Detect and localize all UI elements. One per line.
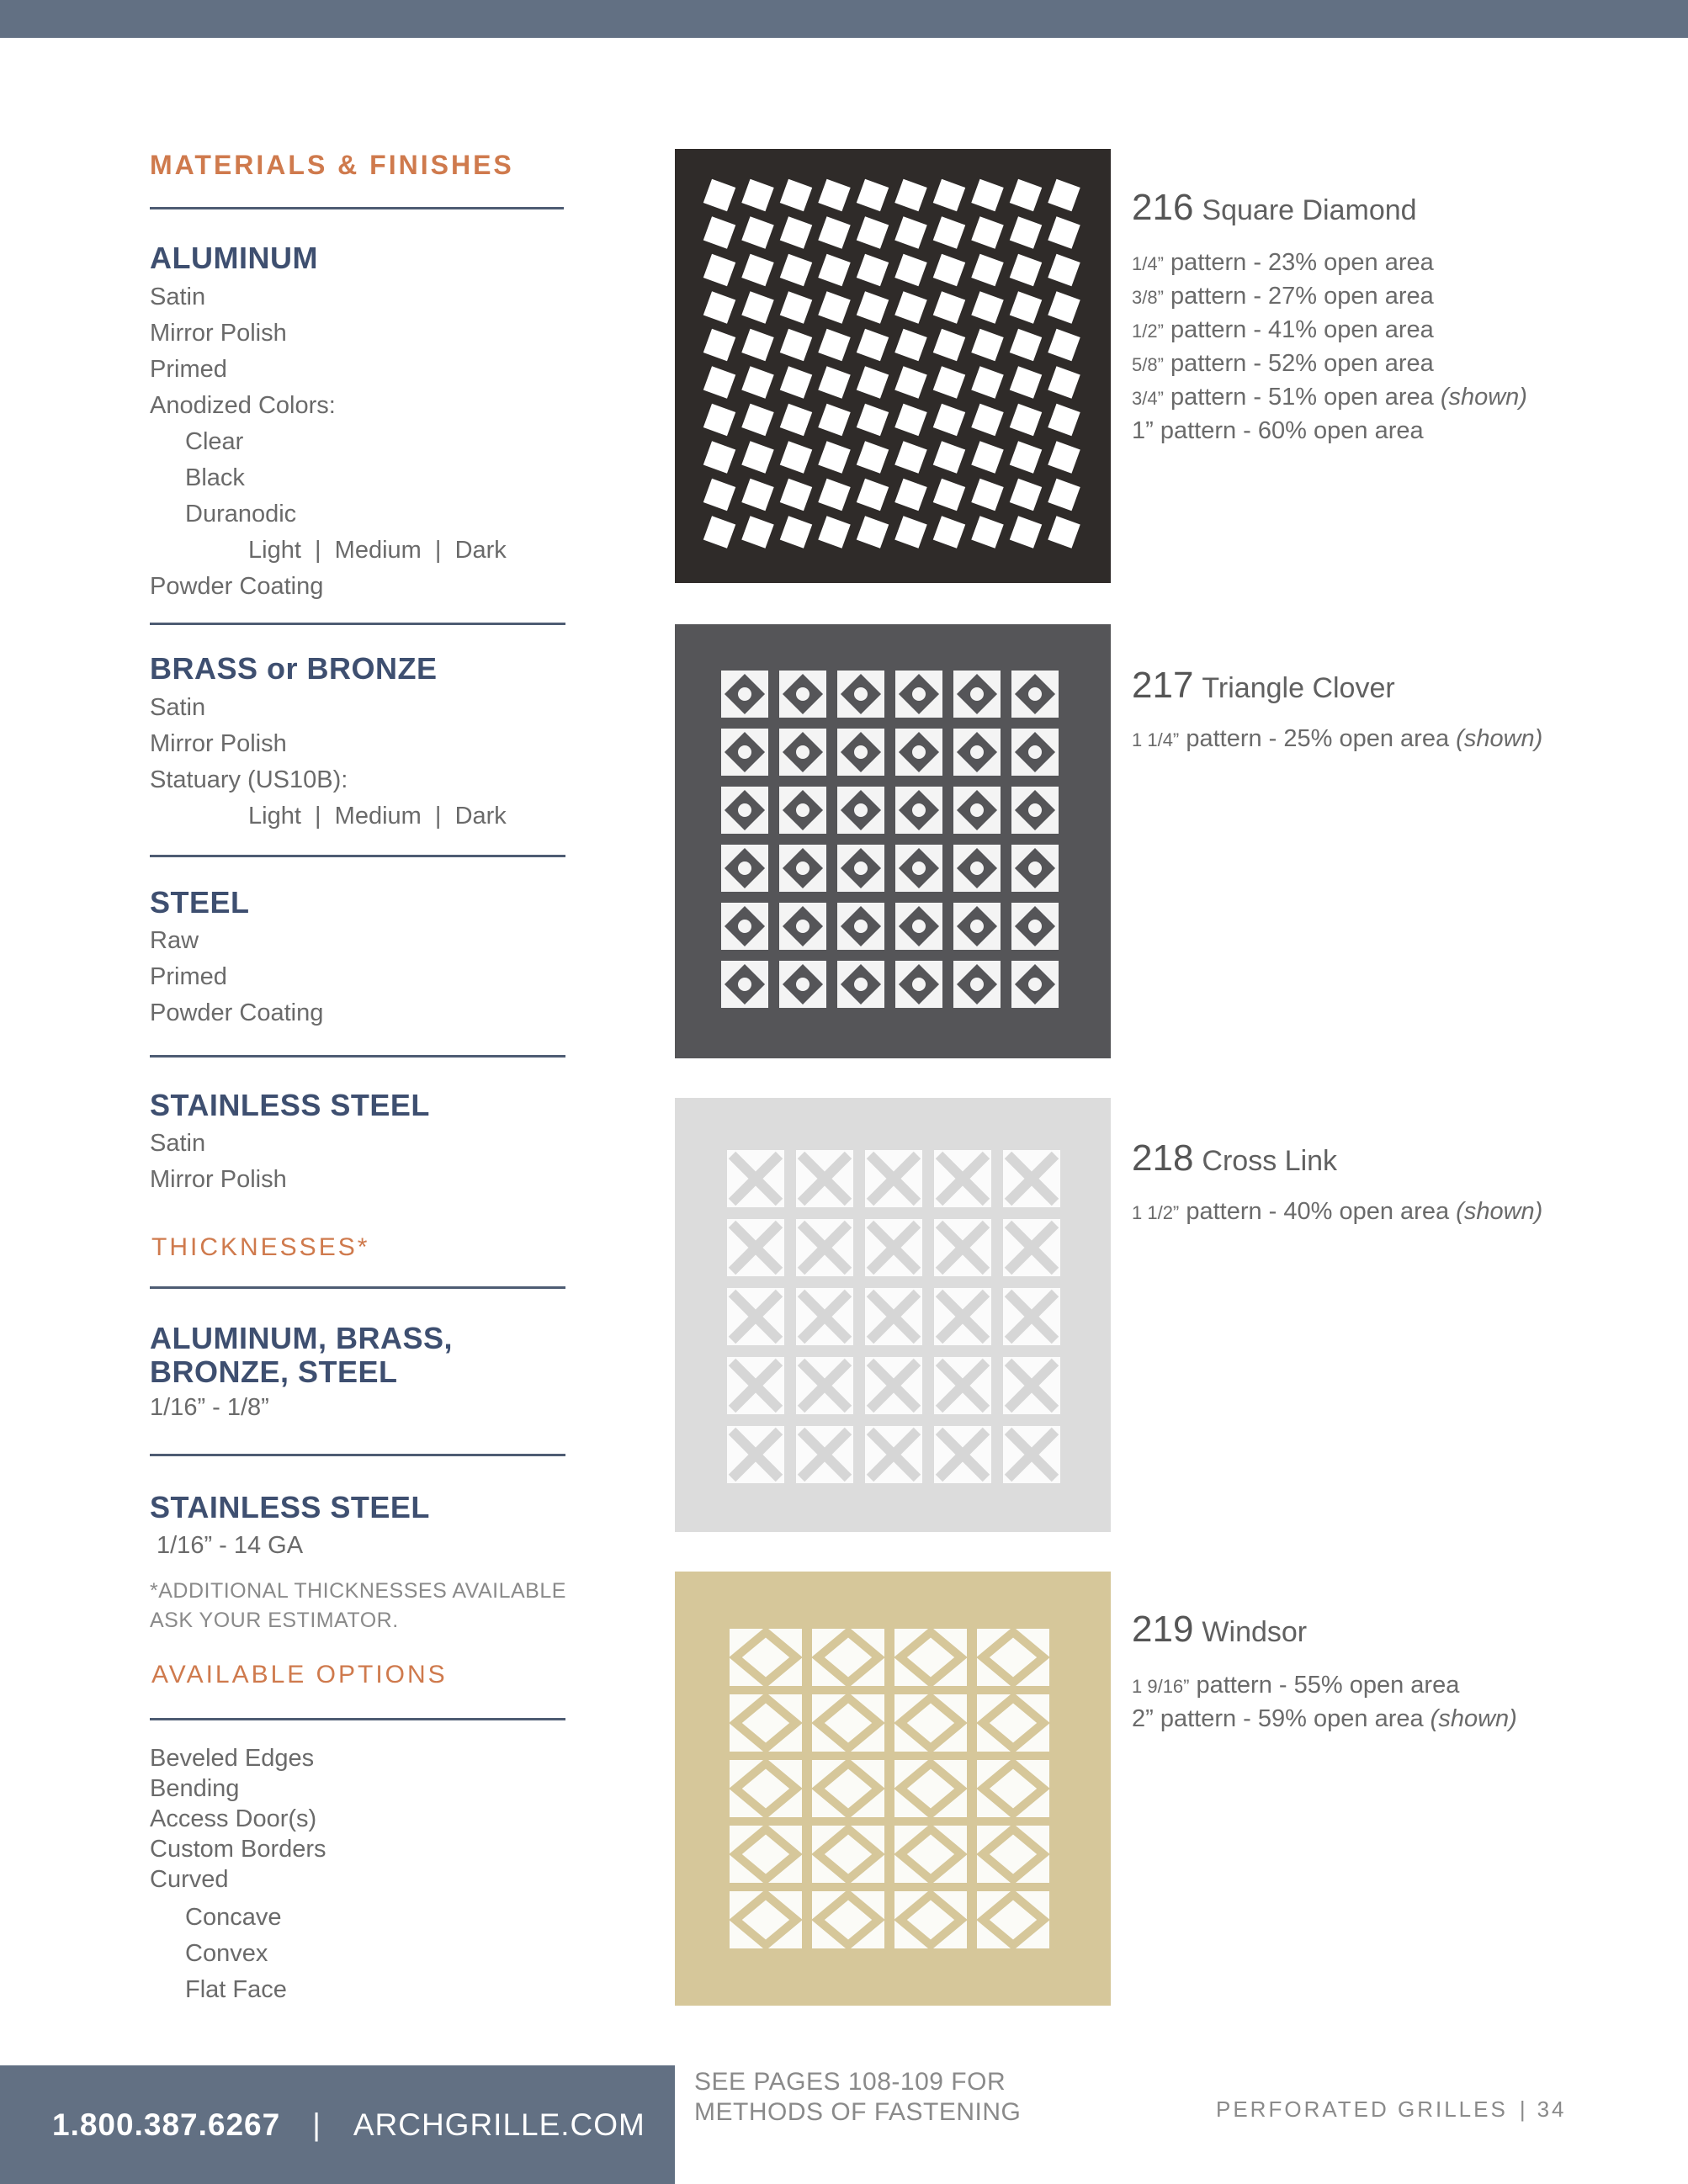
product-218-title: 218 Cross Link	[1132, 1137, 1338, 1179]
list-item: Satin	[150, 694, 206, 721]
thickness-group2-title: STAINLESS STEEL	[150, 1490, 430, 1524]
list-item: Convex	[185, 1940, 268, 1967]
center-hole	[912, 745, 926, 759]
pattern-line: 1 1/2” pattern - 40% open area (shown)	[1132, 1198, 1543, 1225]
list-item: Clear	[185, 428, 244, 455]
center-hole	[796, 803, 809, 817]
center-hole	[854, 920, 868, 933]
list-item: Powder Coating	[150, 999, 324, 1026]
center-hole	[970, 745, 984, 759]
center-hole	[1028, 920, 1042, 933]
center-hole	[1028, 803, 1042, 817]
thickness-group1-title: ALUMINUM, BRASS, BRONZE, STEEL	[150, 1321, 453, 1389]
center-hole	[738, 745, 751, 759]
divider	[150, 1718, 565, 1720]
center-hole	[738, 803, 751, 817]
list-item: Bending	[150, 1775, 240, 1802]
brass-finish-list	[150, 690, 507, 835]
thickness-group1-value: 1/16” - 1/8”	[150, 1394, 269, 1421]
list-item: Raw	[150, 927, 199, 954]
product-216-patterns	[1132, 246, 1527, 448]
pattern-line: 1 9/16” pattern - 55% open area	[1132, 1672, 1460, 1699]
list-item: Mirror Polish	[150, 1166, 287, 1193]
pattern-line: 1/2” pattern - 41% open area	[1132, 316, 1434, 343]
center-hole	[854, 978, 868, 991]
list-item: Access Door(s)	[150, 1805, 317, 1832]
list-item: Satin	[150, 284, 206, 310]
center-hole	[738, 861, 751, 875]
list-item: Flat Face	[185, 1976, 287, 2003]
list-item: Anodized Colors:	[150, 392, 336, 419]
options-heading: AVAILABLE OPTIONS	[151, 1661, 448, 1688]
center-hole	[970, 920, 984, 933]
list-item: Beveled Edges	[150, 1745, 315, 1772]
steel-title: STEEL	[150, 885, 250, 920]
center-hole	[912, 920, 926, 933]
center-hole	[970, 861, 984, 875]
windsor-grille-image	[675, 1572, 1111, 2006]
center-hole	[796, 745, 809, 759]
list-item: Primed	[150, 963, 227, 990]
shade-options: Light | Medium | Dark	[248, 803, 507, 830]
thicknesses-heading: THICKNESSES*	[151, 1233, 370, 1261]
center-hole	[912, 978, 926, 991]
pattern-line: 3/8” pattern - 27% open area	[1132, 283, 1434, 310]
website-link[interactable]: ARCHGRILLE.COM	[353, 2107, 645, 2142]
center-hole	[796, 687, 809, 701]
divider	[150, 1055, 565, 1058]
section-name: PERFORATED GRILLES	[1216, 2097, 1508, 2122]
list-item: Black	[185, 464, 245, 491]
center-hole	[854, 861, 868, 875]
cross-link-grille-image	[675, 1098, 1111, 1532]
center-hole	[912, 861, 926, 875]
brass-title: BRASS or BRONZE	[150, 651, 438, 686]
stainless-finish-list	[150, 1126, 287, 1198]
curved-options-list	[150, 1900, 287, 2008]
divider	[150, 1454, 565, 1456]
divider	[150, 207, 564, 209]
stainless-title: STAINLESS STEEL	[150, 1088, 430, 1122]
list-item: Curved	[150, 1866, 229, 1893]
product-216-title: 216 Square Diamond	[1132, 187, 1417, 228]
center-hole	[912, 803, 926, 817]
center-hole	[796, 920, 809, 933]
pattern-line: 5/8” pattern - 52% open area	[1132, 350, 1434, 377]
aluminum-finish-list	[150, 279, 507, 605]
center-hole	[970, 978, 984, 991]
thickness-note: *ADDITIONAL THICKNESSES AVAILABLE ASK YOUR ESTIMATOR.	[150, 1579, 566, 1632]
center-hole	[738, 687, 751, 701]
grille-plate	[675, 149, 1111, 583]
list-item: Satin	[150, 1130, 206, 1157]
product-217-patterns	[1132, 723, 1542, 756]
center-hole	[854, 803, 868, 817]
center-hole	[1028, 687, 1042, 701]
list-item: Primed	[150, 356, 227, 383]
product-218-patterns	[1132, 1195, 1542, 1229]
list-item: Duranodic	[185, 501, 297, 527]
center-hole	[738, 978, 751, 991]
shade-options: Light | Medium | Dark	[248, 537, 507, 564]
list-item: Concave	[185, 1904, 282, 1931]
list-item: Custom Borders	[150, 1836, 326, 1863]
list-item: Mirror Polish	[150, 730, 287, 757]
center-hole	[1028, 978, 1042, 991]
divider	[150, 623, 565, 625]
center-hole	[1028, 745, 1042, 759]
thickness-group2-value: 1/16” - 14 GA	[157, 1532, 304, 1559]
divider	[150, 1286, 565, 1289]
center-hole	[796, 861, 809, 875]
hole-pattern	[727, 1150, 1060, 1483]
center-hole	[1028, 861, 1042, 875]
product-219-patterns	[1132, 1669, 1517, 1736]
top-bar	[0, 0, 1688, 38]
center-hole	[970, 803, 984, 817]
center-hole	[738, 920, 751, 933]
list-item: Powder Coating	[150, 573, 324, 600]
fastening-note: SEE PAGES 108-109 FOR METHODS OF FASTENING	[694, 2068, 1022, 2126]
center-hole	[854, 687, 868, 701]
pattern-line: 2” pattern - 59% open area (shown)	[1132, 1705, 1517, 1732]
phone-number[interactable]: 1.800.387.6267	[52, 2107, 281, 2142]
pattern-line: 3/4” pattern - 51% open area (shown)	[1132, 384, 1527, 411]
product-219-title: 219 Windsor	[1132, 1609, 1308, 1650]
pattern-line: 1/4” pattern - 23% open area	[1132, 249, 1434, 276]
footer-contact: 1.800.387.6267 | ARCHGRILLE.COM	[52, 2107, 645, 2142]
page-number: 34	[1537, 2097, 1567, 2122]
product-217-title: 217 Triangle Clover	[1132, 665, 1395, 706]
center-hole	[970, 687, 984, 701]
triangle-clover-grille-image	[675, 624, 1111, 1058]
center-hole	[796, 978, 809, 991]
center-hole	[912, 687, 926, 701]
steel-finish-list	[150, 923, 323, 1031]
pattern-line: 1” pattern - 60% open area	[1132, 417, 1424, 444]
options-list	[150, 1743, 326, 1895]
materials-heading: MATERIALS & FINISHES	[150, 150, 514, 180]
page-footer-label: PERFORATED GRILLES | 34	[1216, 2097, 1567, 2122]
aluminum-title: ALUMINUM	[150, 241, 318, 275]
pattern-line: 1 1/4” pattern - 25% open area (shown)	[1132, 725, 1543, 752]
list-item: Statuary (US10B):	[150, 766, 348, 793]
square-diamond-grille-image	[675, 149, 1111, 583]
divider	[150, 855, 565, 857]
center-hole	[854, 745, 868, 759]
list-item: Mirror Polish	[150, 320, 287, 347]
